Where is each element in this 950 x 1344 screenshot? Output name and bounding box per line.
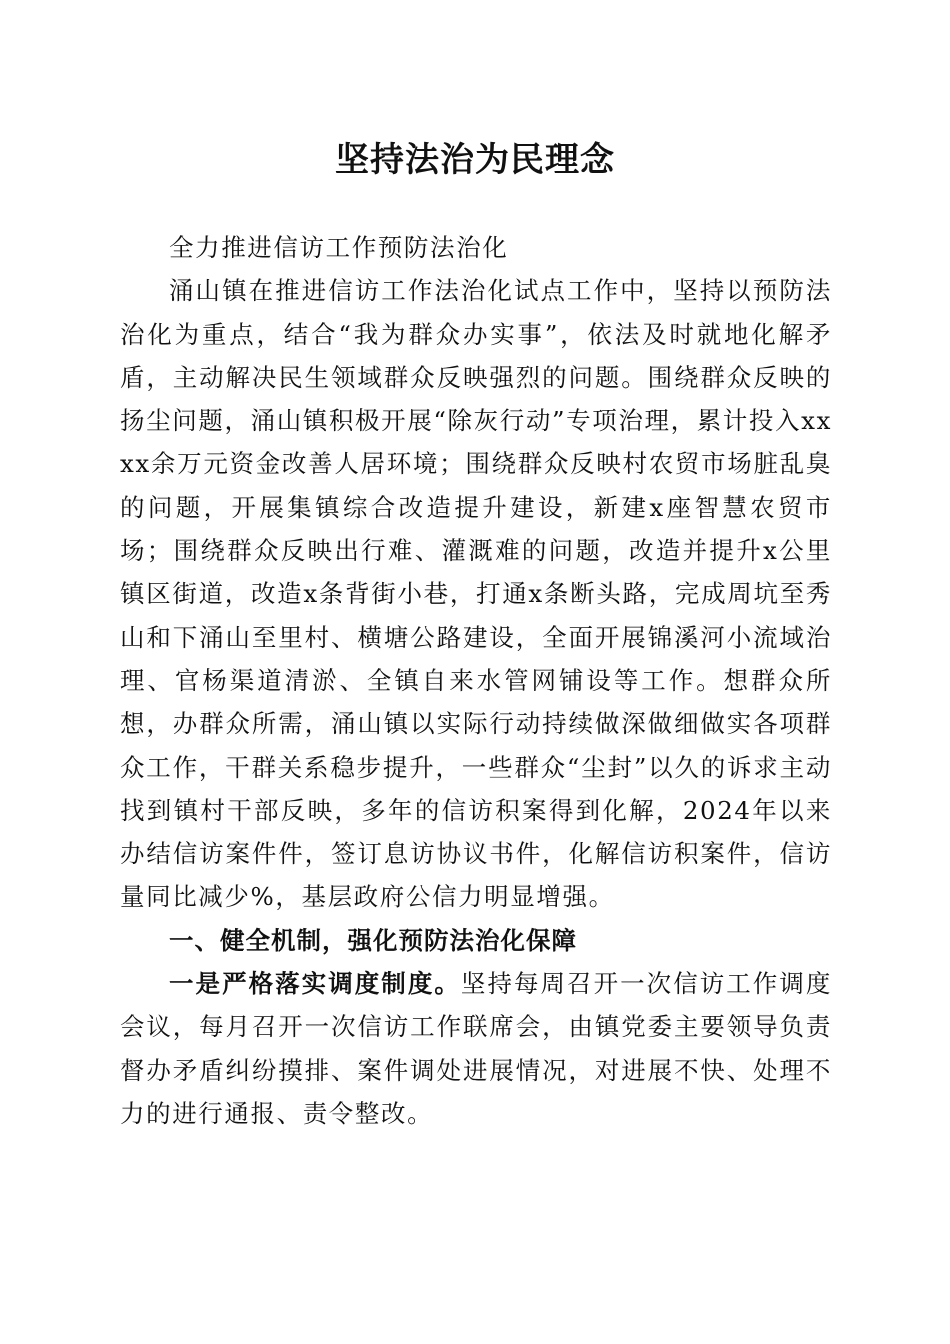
section-heading: 一、健全机制，强化预防法治化保障 — [169, 925, 577, 955]
document-title: 坚持法治为民理念 — [335, 140, 615, 180]
section-paragraph — [120, 962, 832, 1135]
subtitle-paragraph: 全力推进信访工作预防法治化 — [169, 233, 509, 262]
section-body-text: 坚持每周召开一次信访工作调度会议，每月召开一次信访工作联席会，由镇党委主要领导负责督办矛盾纠纷摸排、案件调处进展情况，对进展不快、处理不力的进行通报、责令整改。 — [120, 969, 832, 1128]
intro-paragraph: 涌山镇在推进信访工作法治化试点工作中，坚持以预防法治化为重点，结合“我为群众办实事”，依法及时就地化解矛盾，主动解决民生领域群众反映强烈的问题。围绕群众反映的扬尘问题，涌山镇积极开展“除灰行动”专项治理，累计投入xxxx余万元资金改善人居环境；围绕群众反映村农贸市场脏乱臭的问题，开展集镇综合改造提升建设，新建x座智慧农贸市场；围绕群众反映出行难、灌溉难的问题，改造并提升x公里镇区街道，改造x条背街小巷，打通x条断头路，完成周坑至秀山和下涌山至里村、横塘公路建设，全面开展锦溪河小流域治理、官杨渠道清淤、全镇自来水管网铺设等工作。想群众所想，办群众所需，涌山镇以实际行动持续做深做细做实各项群众工作，干群关系稳步提升，一些群众“尘封”以久的诉求主动找到镇村干部反映，多年的信访积案得到化解，2024年以来办结信访案件件，签订息访协议书件，化解信访积案件，信访量同比减少%，基层政府公信力明显增强。 — [120, 276, 832, 912]
section-lead-text: 一是严格落实调度制度。 — [169, 969, 461, 999]
document-body — [120, 226, 832, 1135]
